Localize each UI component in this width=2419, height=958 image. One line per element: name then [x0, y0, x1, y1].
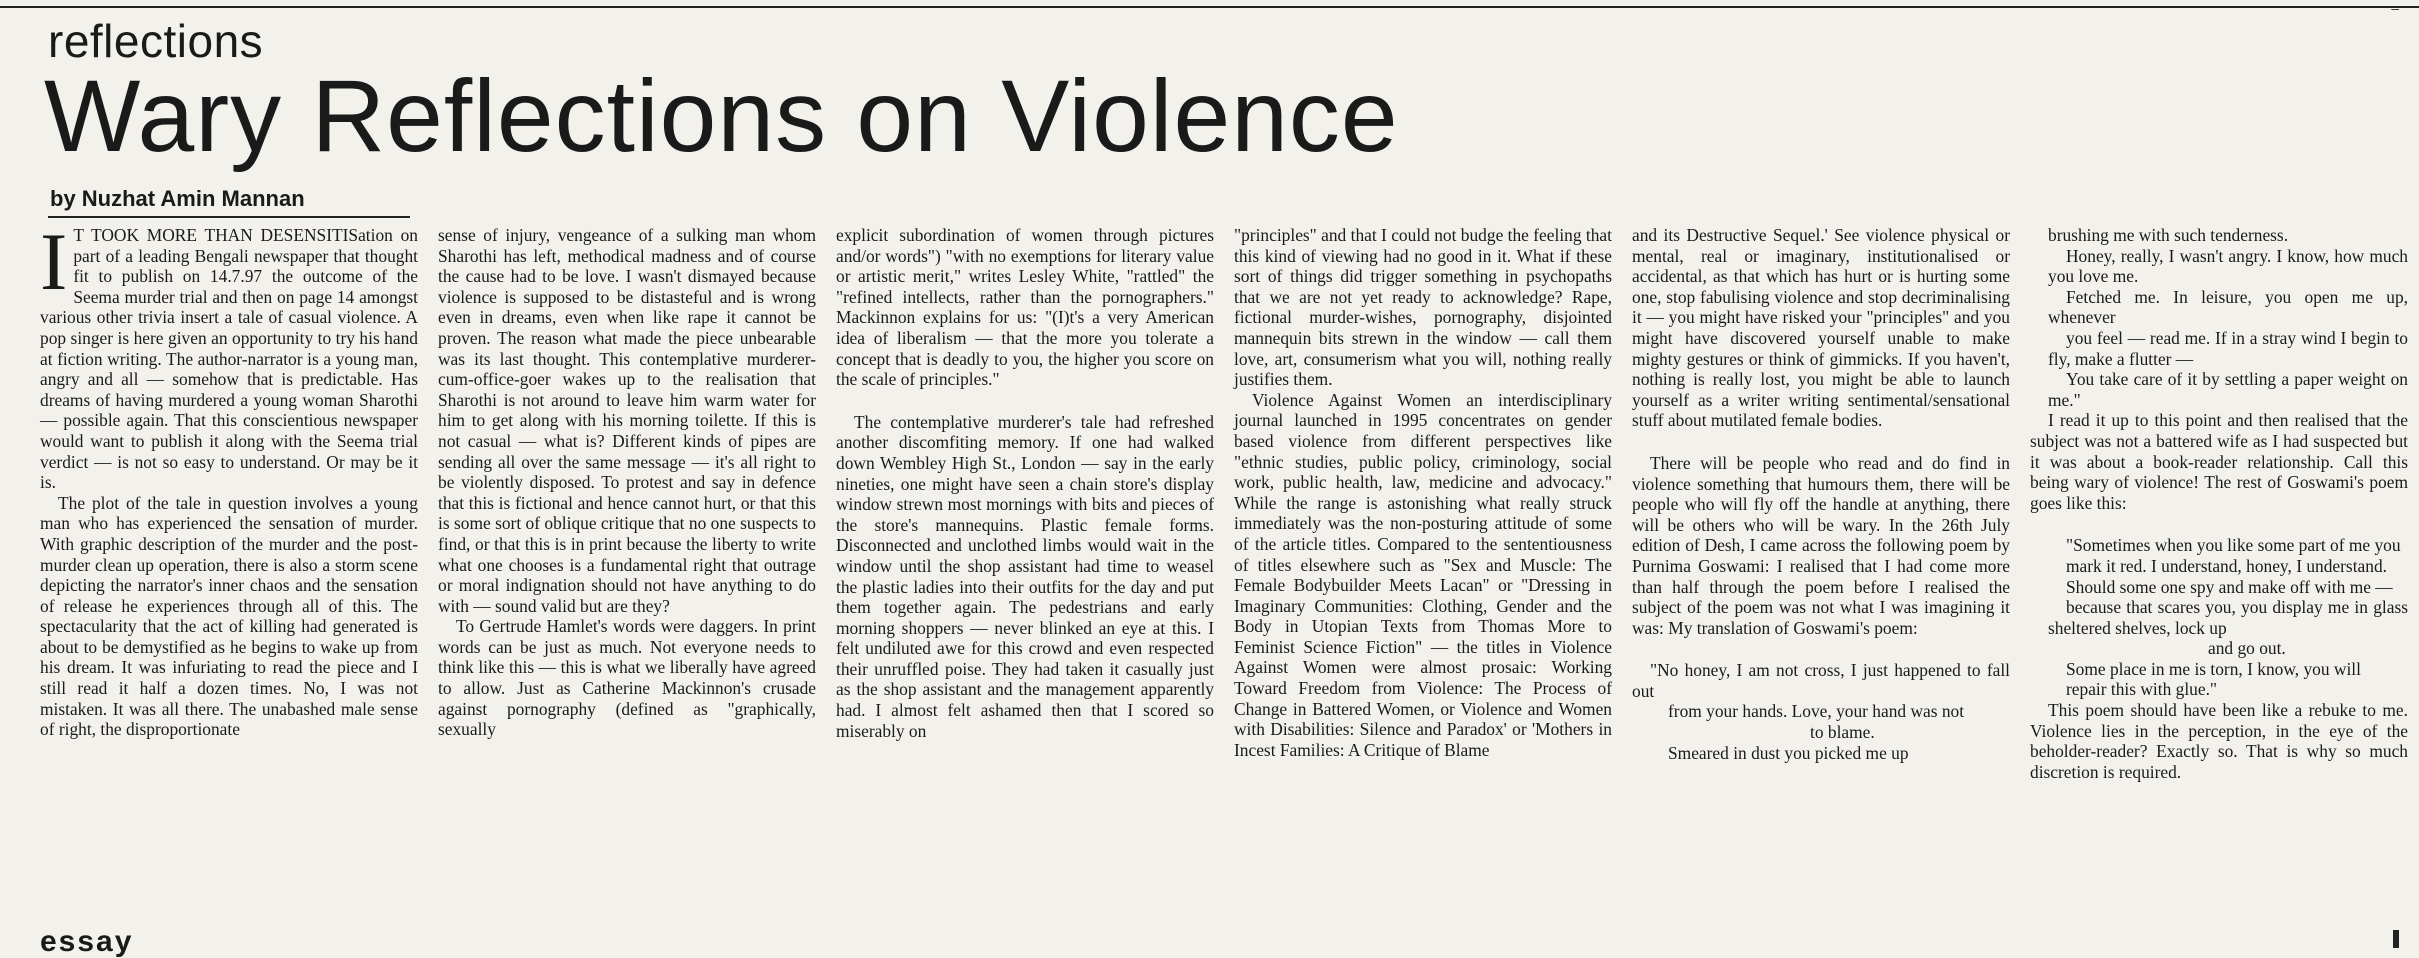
article-paragraph — [2030, 287, 2408, 328]
article-paragraph — [2030, 225, 2408, 246]
paragraph-text: The plot of the tale in question involves a young man who has experienced the sensation of murder. With graphic description of the murder and the post-murder clean up operation, there is also a storm scene depicting the narrator's inner chaos and the sensation of release he experiences through all of this. The spectacularity that the act of killing had generated is about to be demystified as he begins to wake up from his dream. It was infuriating to read the piece and I still read it half a dozen times. No, I was not mistaken. It was all there. The unabashed male sense of right, the disproportionate — [40, 492, 418, 740]
article-paragraph — [1234, 225, 1612, 390]
article-paragraph — [2030, 597, 2408, 638]
paragraph-text: because that scares you, you display me in glass sheltered shelves, lock up — [2048, 597, 2408, 638]
paragraph-text: mark it red. I understand, honey, I understand. — [2066, 555, 2387, 576]
article-paragraph — [1632, 722, 2010, 743]
paragraph-text: brushing me with such tenderness. — [2048, 225, 2289, 245]
article-paragraph — [2030, 700, 2408, 782]
article-paragraph — [2030, 410, 2408, 513]
article-paragraph — [2030, 246, 2408, 287]
article-paragraph — [1632, 701, 2010, 722]
paragraph-text: This poem should have been like a rebuke to me. Violence lies in the perception, in the eye of the beholder-reader? Exactly so. That is why so much discretion is required. — [2030, 700, 2408, 782]
paragraph-text: to blame. — [1810, 722, 1875, 743]
paragraph-text: There will be people who read and do find in violence something that humours them, there will be people who will fly off the handle at anything, there will be others who will be wary. In the 26th July edition of Desh, I came across the following poem by Purnima Goswami: I realised that I had come more than half through the poem before I realised the subject of the poem was not what I was imagining it was: My translation of Goswami's poem: — [1632, 452, 2010, 638]
drop-cap: I — [40, 216, 68, 307]
article-paragraph — [438, 616, 816, 740]
article-paragraph — [40, 216, 418, 493]
top-page-fragment: – — [2391, 0, 2399, 16]
paragraph-text: you feel — read me. If in a stray wind I begin to fly, make a flutter — — [2048, 327, 2408, 369]
top-rule — [0, 6, 2419, 8]
article-paragraph — [836, 412, 1214, 742]
article-paragraph — [2030, 556, 2408, 577]
paragraph-text: repair this with glue." — [2066, 679, 2218, 700]
paragraph-text: T TOOK MORE THAN DESENSITISation on part of a leading Bengali newspaper that thought fit to publish on 14.7.97 the outcome of the Seema murder trial and then on page 14 amongst various other trivia insert a tale of casual violence. A pop singer is here given an opportunity to try his hand at fiction writing. The author-narrator is a young man, angry and all — somehow that is predictable. Has dreams of having murdered a young woman Sharothi — possible again. That this conscientious newspaper would want to publish it along with the Seema trial verdict — is not so easy to understand. Or may be it is. — [40, 225, 418, 493]
bottom-edge-mark — [2393, 930, 2399, 948]
paragraph-text: "Sometimes when you like some part of me you — [2066, 535, 2401, 556]
article-paragraph — [2030, 679, 2408, 700]
paragraph-text: sense of injury, vengeance of a sulking man whom Sharothi has left, methodical madness and of course the cause had to be love. I wasn't dismayed because violence is supposed to be distasteful and is wrong even in dreams, even when like rape it cannot be proven. The reason what made the piece unbearable was its last thought. This contemplative murderer-cum-office-goer wakes up to the realisation that Sharothi is not around to leave him warm water for him to get along with his morning toilette. If this is not casual — what is? Different kinds of pipes are sending all over the same message — it's all right to be violently disposed. To protest and say in defence that this is fictional and hence cannot hurt, or that this is some sort of oblique critique that no one suspects to find, or that this is in print because the liberty to write what one chooses is a fundamental right that outrage or moral indignation should not have anything to do with — sound valid but are they? — [438, 225, 816, 616]
article-paragraph — [1234, 390, 1612, 761]
paragraph-text: To Gertrude Hamlet's words were daggers. In print words can be just as much. Not everyone needs to think like this — this is what we liberally have agreed to allow. Just as Catherine Mackinnon's crusade against pornography (defined as "graphically, sexually — [438, 616, 816, 740]
paragraph-text: from your hands. Love, your hand was not — [1668, 701, 1965, 722]
article-paragraph — [40, 493, 418, 740]
article-paragraph — [2030, 577, 2408, 598]
article-paragraph — [1632, 660, 2010, 701]
paragraph-text: "No honey, I am not cross, I just happened to fall out — [1632, 660, 2010, 701]
paragraph-text: and go out. — [2208, 638, 2286, 659]
paragraph-text: Some place in me is torn, I know, you will — [2066, 658, 2361, 679]
byline-rule — [48, 216, 410, 218]
article-paragraph — [2030, 369, 2408, 410]
article-paragraph — [2030, 535, 2408, 556]
article-paragraph — [438, 225, 816, 616]
article-column-6 — [2030, 225, 2408, 933]
paragraph-text: Fetched me. In leisure, you open me up, whenever — [2048, 286, 2408, 328]
paragraph-text: Should some one spy and make off with me — — [2066, 576, 2393, 597]
next-section-label-fragment: essay — [40, 925, 134, 958]
article-column-2 — [438, 225, 816, 933]
paragraph-text: Violence Against Women an interdisciplinary journal launched in 1995 concentrates on gender based violence from different perspectives like "ethnic studies, public policy, criminology, social work, public health, law, medicine and advocacy." While the range is astonishing what really struck immediately was the non-posturing attitude of some of the article titles. Compared to the sententiousness of titles elsewhere such as "Sex and Muscle: The Female Bodybuilder Meets Lacan" or "Dressing in Imaginary Communities: Clothing, Gender and the Body in Utopian Texts from Thomas More to Feminist Science Fiction" — the titles in Violence Against Women were almost prosaic: Working Toward Freedom from Violence: The Process of Change in Battered Women, or Violence and Women with Disabilities: Silence and Paradox' or 'Mothers in Incest Families: A Critique of Blame — [1234, 389, 1612, 760]
article-byline: by Nuzhat Amin Mannan — [50, 186, 305, 211]
article-paragraph — [1632, 453, 2010, 638]
article-paragraph — [2030, 638, 2408, 659]
paragraph-text: Honey, really, I wasn't angry. I know, how much you love me. — [2048, 245, 2408, 287]
section-label: reflections — [48, 15, 264, 67]
paragraph-text: Smeared in dust you picked me up — [1668, 742, 1909, 763]
article-paragraph — [2030, 328, 2408, 369]
article-headline: Wary Reflections on Violence — [44, 59, 1399, 173]
article-paragraph — [1632, 743, 2010, 764]
paragraph-text: The contemplative murderer's tale had refreshed another discomfiting memory. If one had walked down Wembley High St., London — say in the early nineties, one might have seen a chain store's display window strewn most mornings with bits and pieces of the store's mannequins. Plastic female forms. Disconnected and unclothed limbs would wait in the window until the shop assistant had time to weasel the plastic ladies into their outfits for the day and put them together again. The pedestrians and early morning shoppers — never blinked an eye at this. I felt undiluted awe for this crowd and even respected their unruffled poise. They had taken it casually just as the shop assistant and the management apparently had. I almost felt ashamed then that I scored so miserably on — [836, 411, 1214, 741]
paragraph-text: You take care of it by settling a paper weight on me." — [2048, 369, 2408, 410]
article-column-5 — [1632, 225, 2010, 933]
article-paragraph — [1632, 225, 2010, 431]
paragraph-text: "principles" and that I could not budge the feeling that this kind of viewing had no good in it. What if these sort of things did trigger something in psychopaths that we are not yet ready to acknowledge? Rape, fictional murder-wishes, pornography, disjointed mannequin bits strewn in the window — call them love, art, consumerism what you will, nothing really justifies them. — [1234, 225, 1612, 390]
paragraph-text: explicit subordination of women through pictures and/or words") "with no exemptions for literary value or artistic merit," writes Lesley White, "rattled" the "refined intellects, rather than the pornographers." Mackinnon explains for us: "(I)t's a very American idea of liberalism — that the more you tolerate a concept that is deadly to you, the higher you score on the scale of principles." — [836, 225, 1214, 390]
article-column-1 — [40, 216, 418, 933]
article-body — [40, 216, 2410, 933]
article-paragraph — [836, 225, 1214, 390]
paragraph-text: and its Destructive Sequel.' See violence physical or mental, real or imaginary, institutionalised or accidental, as that which has hurt or is hurting some one, stop fabulising violence and stop decriminalising it — you might have risked your "principles" and you might have discovered yourself unable to make mighty gestures or think of gimmicks. If you haven't, nothing is really lost, you might be able to launch yourself as a writer writing sentimental/sensational stuff about mutilated female bodies. — [1632, 225, 2010, 431]
article-column-3 — [836, 225, 1214, 933]
article-column-4 — [1234, 225, 1612, 933]
paragraph-text: I read it up to this point and then realised that the subject was not a battered wife as I had suspected but it was about a book-reader relationship. Call this being wary of violence! The rest of Goswami's poem goes like this: — [2030, 410, 2408, 513]
article-paragraph — [2030, 659, 2408, 680]
